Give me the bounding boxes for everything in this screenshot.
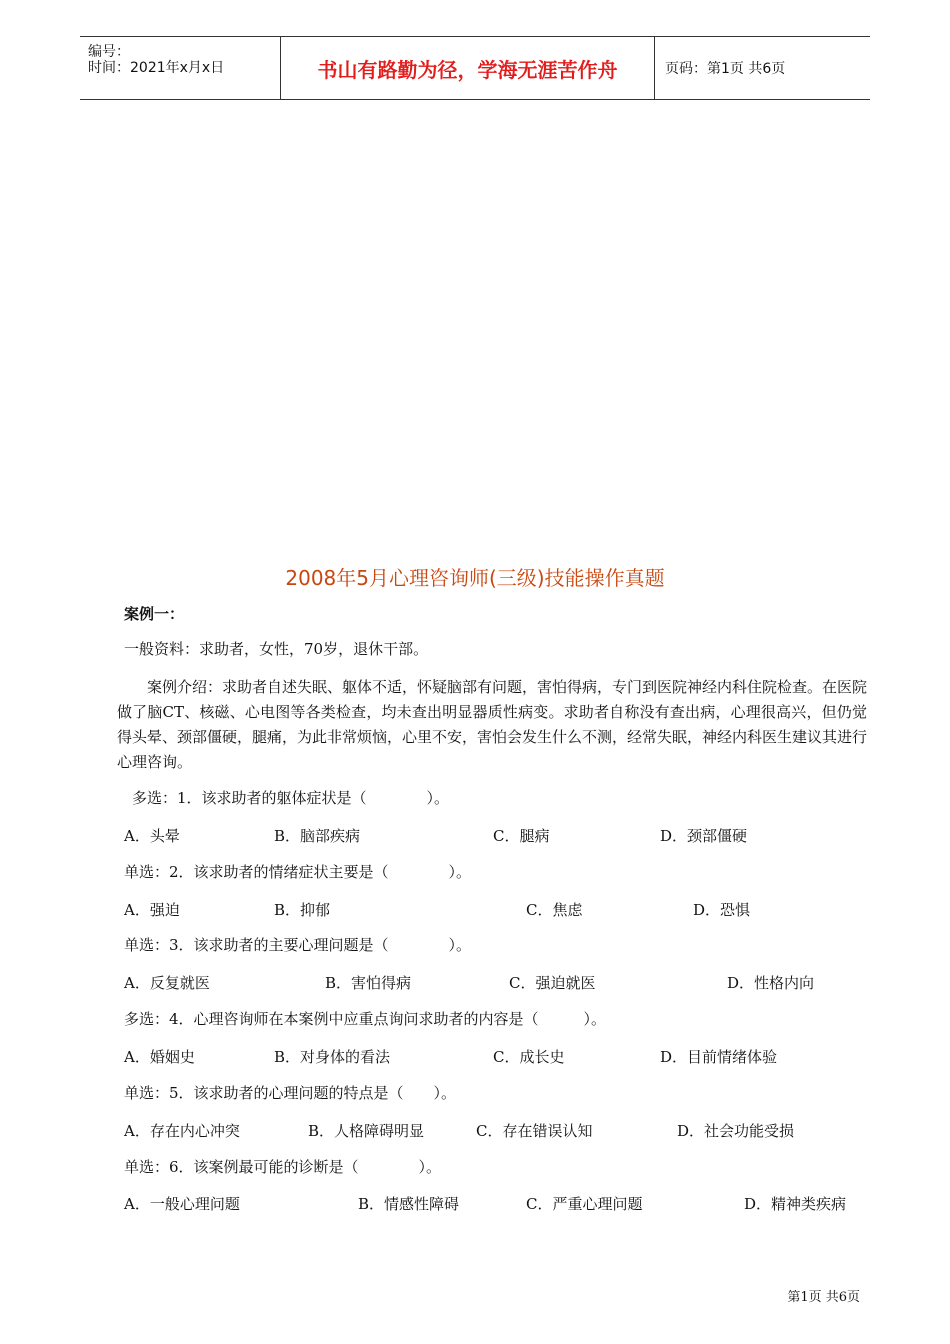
option-d: D．颈部僵硬 bbox=[660, 827, 748, 845]
option-c: C．焦虑 bbox=[526, 901, 583, 919]
option-a: A．反复就医 bbox=[124, 974, 210, 992]
option-b: B．脑部疾病 bbox=[274, 827, 361, 845]
option-c: C．强迫就医 bbox=[509, 974, 596, 992]
option-a: A．一般心理问题 bbox=[124, 1195, 240, 1213]
option-c: C．严重心理问题 bbox=[526, 1195, 643, 1213]
option-b: B．情感性障碍 bbox=[358, 1195, 460, 1213]
option-d: D．目前情绪体验 bbox=[660, 1048, 778, 1066]
number-label: 编号： bbox=[88, 44, 130, 60]
case-intro: 案例介绍：求助者自述失眠、躯体不适，怀疑脑部有问题，害怕得病，专门到医院神经内科住院检查。在医院做了脑CT、核磁、心电图等各类检查，均未查出明显器质性病变。求助者自称没有查出病，心理很高兴，但仍觉得头晕、颈部僵硬，腿痛，为此非常烦恼，心里不安，害怕会发生什么不测，经常失眠，神经内科医生建议其进行心理咨询。 bbox=[117, 678, 868, 771]
option-d: D．社会功能受损 bbox=[677, 1122, 795, 1140]
option-c: C．成长史 bbox=[493, 1048, 565, 1066]
question-stem: 单选：6．该案例最可能的诊断是（ ）。 bbox=[124, 1158, 442, 1176]
option-b: B．害怕得病 bbox=[325, 974, 412, 992]
option-d: D．性格内向 bbox=[727, 974, 815, 992]
question-stem: 单选：5．该求助者的心理问题的特点是（ ）。 bbox=[124, 1084, 457, 1102]
option-b: B．对身体的看法 bbox=[274, 1048, 391, 1066]
option-c: C．存在错误认知 bbox=[476, 1122, 593, 1140]
option-d: D．精神类疾病 bbox=[744, 1195, 847, 1213]
general-info: 一般资料：求助者，女性，70岁，退休干部。 bbox=[124, 640, 429, 658]
option-a: A．存在内心冲突 bbox=[124, 1122, 240, 1140]
time-label: 时间：2021年x月x日 bbox=[88, 60, 225, 76]
question-stem: 单选：2．该求助者的情绪症状主要是（ ）。 bbox=[124, 863, 472, 881]
question-stem: 多选：4．心理咨询师在本案例中应重点询问求助者的内容是（ ）。 bbox=[124, 1010, 607, 1028]
option-b: B．人格障碍明显 bbox=[308, 1122, 425, 1140]
option-c: C．腿病 bbox=[493, 827, 550, 845]
page-footer: 第1页 共6页 bbox=[787, 1290, 860, 1305]
header-page-info: 页码：第1页 共6页 bbox=[665, 61, 786, 77]
question-stem: 单选：3．该求助者的主要心理问题是（ ）。 bbox=[124, 936, 472, 954]
option-a: A．强迫 bbox=[124, 901, 180, 919]
header-meta bbox=[80, 37, 280, 99]
option-d: D．恐惧 bbox=[693, 901, 751, 919]
option-b: B．抑郁 bbox=[274, 901, 331, 919]
header-motto: 书山有路勤为径，学海无涯苦作舟 bbox=[317, 57, 618, 82]
option-a: A．头晕 bbox=[124, 827, 180, 845]
question-stem: 多选：1．该求助者的躯体症状是（ ）。 bbox=[132, 789, 450, 807]
case-heading: 案例一： bbox=[124, 605, 185, 623]
option-a: A．婚姻史 bbox=[124, 1048, 195, 1066]
page-header bbox=[80, 36, 870, 100]
document-title: 2008年5月心理咨询师(三级)技能操作真题 bbox=[285, 566, 665, 590]
